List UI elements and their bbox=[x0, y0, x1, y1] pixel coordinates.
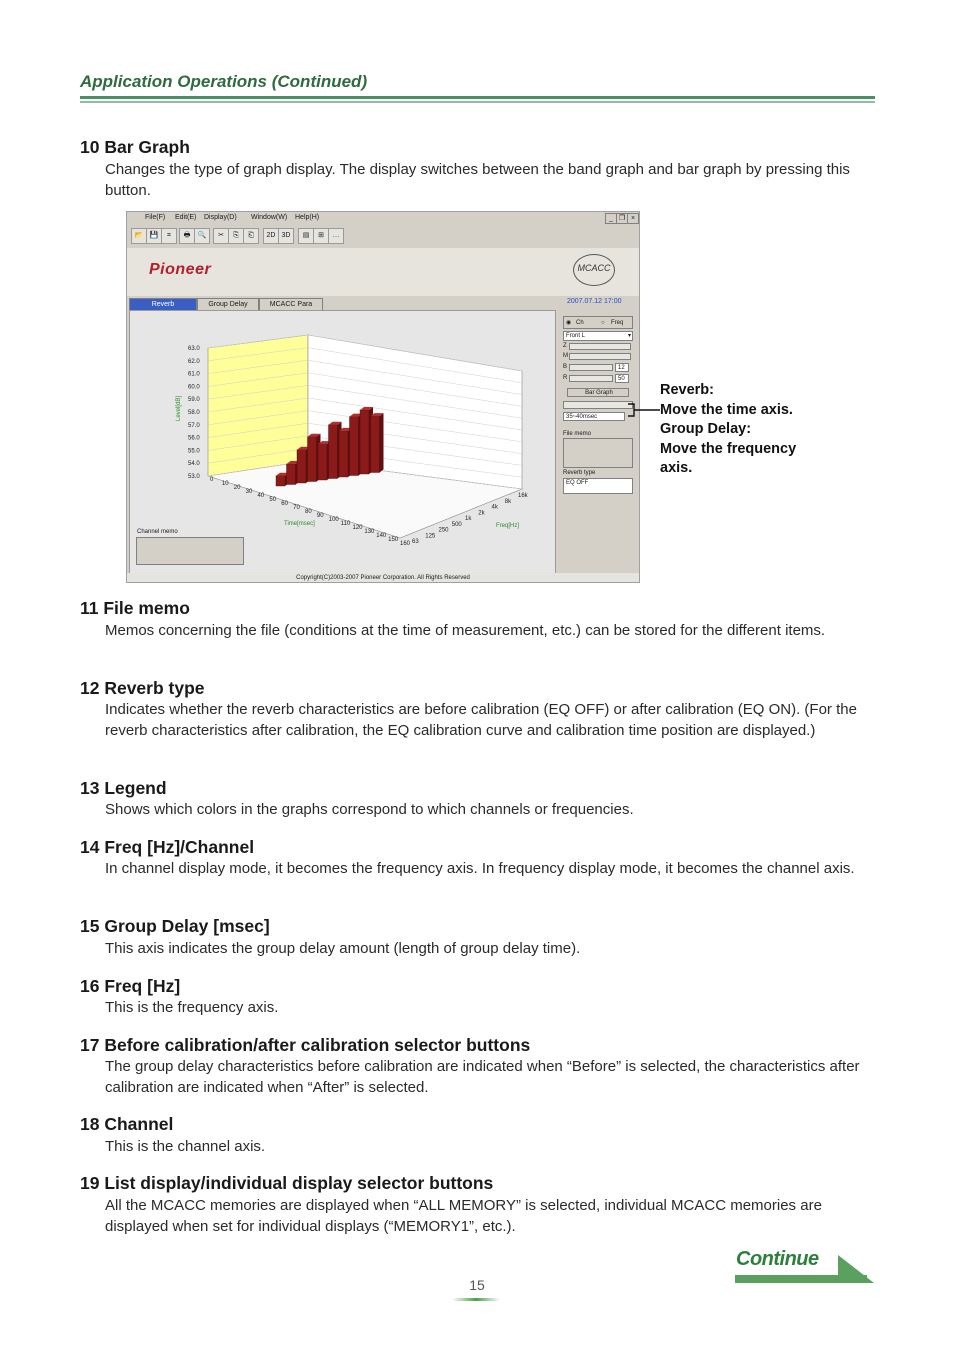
slider-r[interactable] bbox=[569, 375, 613, 382]
section-11-body: Memos concerning the file (conditions at the time of measurement, etc.) can be stored for the different items. bbox=[105, 622, 826, 639]
reverb-type-value: EQ OFF bbox=[563, 478, 633, 494]
callout-line-4: Move the frequency bbox=[660, 440, 797, 457]
radio-freq-label: Freq bbox=[611, 320, 624, 326]
y-axis-label: Level[dB] bbox=[176, 395, 182, 421]
time-tick-label: 80 bbox=[305, 509, 312, 515]
section-14-body: In channel display mode, it becomes the frequency axis. In frequency display mode, it becomes the channel axis. bbox=[105, 860, 855, 877]
bar-front bbox=[371, 416, 380, 472]
section-18-body: This is the channel axis. bbox=[105, 1138, 266, 1155]
section-17-body: The group delay characteristics before calibration are indicated when “Before” is selected, the characteristics after calibration are indicated when “After” is selected. bbox=[105, 1058, 860, 1096]
paste-icon[interactable]: ⎗ bbox=[243, 228, 259, 244]
section-17-title: 17 Before calibration/after calibration selector buttons bbox=[80, 1035, 531, 1055]
section-15-body: This axis indicates the group delay amount (length of group delay time). bbox=[105, 940, 581, 957]
menu-display[interactable]: Display(D) bbox=[204, 214, 237, 221]
section-19-title: 19 List display/individual display selector buttons bbox=[80, 1173, 494, 1193]
3d-bar-graph bbox=[130, 311, 555, 574]
freq-tick-label: 16k bbox=[518, 493, 528, 499]
callout-line-5: axis. bbox=[660, 460, 693, 476]
y-tick-label: 55.0 bbox=[188, 448, 200, 455]
y-tick-label: 63.0 bbox=[188, 346, 200, 352]
bar-front bbox=[276, 476, 285, 486]
header-rule-thin bbox=[80, 101, 875, 103]
y-tick-label: 56.0 bbox=[188, 435, 200, 442]
freq-tick-label: 500 bbox=[451, 521, 462, 528]
time-tick-label: 50 bbox=[269, 497, 277, 503]
time-tick-label: 150 bbox=[388, 537, 399, 543]
continue-label: Continue bbox=[736, 1248, 819, 1270]
slider-r-value: 50 bbox=[615, 374, 629, 383]
section-10-body: Changes the type of graph display. The display switches between the band graph and bar graph by pressing this button. bbox=[105, 161, 850, 199]
bar bbox=[371, 413, 384, 472]
radio-channel-label: Ch bbox=[576, 320, 584, 326]
minimize-icon[interactable]: _ bbox=[605, 213, 617, 224]
y-tick-label: 59.0 bbox=[188, 397, 200, 404]
freq-axis-label: Freq[Hz] bbox=[496, 523, 520, 529]
time-tick-label: 60 bbox=[281, 501, 288, 507]
time-tick-label: 160 bbox=[400, 541, 411, 547]
time-tick-label: 120 bbox=[352, 525, 363, 531]
bar-graph-button[interactable]: Bar Graph bbox=[567, 388, 629, 397]
radio-channel-icon[interactable]: ◉ bbox=[566, 320, 572, 326]
more-icon[interactable]: … bbox=[328, 228, 344, 244]
y-tick-label: 54.0 bbox=[188, 461, 200, 468]
menu-edit[interactable]: Edit(E) bbox=[175, 214, 197, 221]
bar-front bbox=[350, 417, 359, 476]
freq-tick-label: 4k bbox=[491, 504, 498, 511]
layout-icon[interactable]: ▤ bbox=[298, 228, 314, 244]
freq-tick-label: 250 bbox=[438, 527, 449, 534]
section-19-body: All the MCACC memories are displayed when “ALL MEMORY” is selected, individual MCACC memories are displayed when set for individual displays (“MEMORY1”, etc.). bbox=[105, 1197, 822, 1235]
callout-bracket bbox=[626, 402, 662, 418]
slider-z[interactable] bbox=[569, 343, 631, 350]
mcacc-logo: MCACC bbox=[573, 254, 615, 286]
time-tick-label: 30 bbox=[245, 489, 253, 495]
file-memo-label: File memo bbox=[563, 431, 592, 437]
app-screenshot bbox=[126, 211, 640, 583]
callout-line-3: Group Delay: bbox=[660, 421, 752, 437]
graph-area bbox=[129, 310, 556, 575]
cut-icon[interactable]: ✂ bbox=[213, 228, 229, 244]
time-tick-label: 90 bbox=[316, 513, 324, 519]
section-16-title: 16 Freq [Hz] bbox=[80, 976, 181, 996]
section-13-body: Shows which colors in the graphs correspond to which channels or frequencies. bbox=[105, 801, 634, 818]
section-11-title: 11 File memo bbox=[80, 598, 190, 618]
y-tick-label: 62.0 bbox=[188, 358, 200, 365]
save-icon[interactable]: 💾 bbox=[146, 228, 162, 244]
slider-label-b: B bbox=[563, 364, 568, 370]
datetime: 2007.07.12 17:00 bbox=[567, 298, 622, 305]
2d-button[interactable]: 2D bbox=[263, 228, 279, 244]
callout-line-2: Move the time axis. bbox=[660, 401, 793, 418]
section-18-title: 18 Channel bbox=[80, 1114, 174, 1134]
time-tick-label: 70 bbox=[293, 505, 300, 511]
tab-group-delay[interactable]: Group Delay bbox=[197, 298, 259, 311]
reverb-type-label: Reverb type bbox=[563, 470, 596, 476]
time-axis-label: Time[msec] bbox=[284, 521, 315, 527]
mode-radio-group bbox=[563, 316, 633, 329]
menu-help[interactable]: Help(H) bbox=[295, 214, 320, 221]
freq-tick-label: 125 bbox=[425, 533, 436, 540]
section-12-title: 12 Reverb type bbox=[80, 678, 205, 698]
callout-note bbox=[660, 381, 796, 479]
print-icon[interactable]: 🖶 bbox=[179, 228, 195, 244]
bar-front bbox=[329, 425, 338, 479]
side-panel bbox=[561, 310, 637, 575]
3d-button[interactable]: 3D bbox=[278, 228, 294, 244]
page-number: 15 bbox=[469, 1277, 485, 1293]
section-16-body: This is the frequency axis. bbox=[105, 999, 279, 1016]
y-tick-label: 61.0 bbox=[188, 371, 200, 378]
tab-reverb[interactable]: Reverb bbox=[129, 298, 197, 311]
freq-tick-label: 1k bbox=[465, 516, 472, 522]
copyright: Copyright(C)2003-2007 Pioneer Corporation. All Rights Reserved bbox=[127, 573, 639, 583]
left-wall bbox=[208, 335, 308, 476]
slider-b[interactable] bbox=[569, 364, 613, 371]
tab-mcacc-para[interactable]: MCACC Para bbox=[259, 298, 323, 311]
pioneer-logo: Pioneer bbox=[149, 261, 212, 278]
time-tick-label: 130 bbox=[364, 529, 375, 535]
header-rule bbox=[80, 96, 875, 99]
bar-front bbox=[339, 431, 348, 477]
preview-icon[interactable]: 🔍 bbox=[194, 228, 210, 244]
slider-m[interactable] bbox=[569, 353, 631, 360]
time-tick-label: 20 bbox=[233, 485, 241, 491]
header-title: Application Operations (Continued) bbox=[80, 72, 368, 91]
y-tick-label: 53.0 bbox=[188, 474, 200, 480]
radio-freq-icon[interactable]: ○ bbox=[601, 320, 605, 326]
menu-window[interactable]: Window(W) bbox=[251, 214, 288, 221]
bar-front bbox=[318, 444, 327, 480]
file-memo-field[interactable] bbox=[563, 438, 633, 468]
time-tick-label: 0 bbox=[210, 477, 214, 483]
channel-select[interactable] bbox=[563, 331, 633, 341]
menu-file[interactable]: File(F) bbox=[145, 214, 166, 221]
bar-front bbox=[308, 437, 317, 482]
slider-label-z: Z bbox=[563, 343, 567, 349]
page-number-rule bbox=[452, 1298, 500, 1301]
callout-line-1: Reverb: bbox=[660, 382, 714, 398]
bar-front bbox=[360, 410, 369, 474]
y-tick-label: 57.0 bbox=[188, 422, 200, 429]
bar-side bbox=[380, 413, 384, 472]
section-13-title: 13 Legend bbox=[80, 778, 167, 798]
menu-bar bbox=[127, 212, 639, 225]
close-icon[interactable]: × bbox=[627, 213, 639, 224]
time-tick-label: 140 bbox=[376, 533, 387, 539]
restore-icon[interactable]: ❐ bbox=[616, 213, 628, 224]
slider-b-value: 12 bbox=[615, 363, 629, 372]
range-value: 35~40msec bbox=[563, 412, 625, 421]
bar-front bbox=[297, 450, 306, 483]
y-tick-label: 58.0 bbox=[188, 410, 200, 416]
grid-icon[interactable]: ⊞ bbox=[313, 228, 329, 244]
freq-tick-label: 2k bbox=[478, 510, 485, 517]
channel-select-value: Front L bbox=[566, 333, 586, 339]
time-tick-label: 110 bbox=[340, 521, 351, 527]
slider-label-r: R bbox=[563, 375, 568, 381]
section-12-body: Indicates whether the reverb characteristics are before calibration (EQ OFF) or after calibration (EQ ON). (For the reverb characteristics after calibration, the EQ calibration curve and calibration time position are displayed.) bbox=[105, 701, 857, 739]
chevron-down-icon: ▾ bbox=[627, 333, 631, 339]
time-tick-label: 100 bbox=[328, 517, 339, 523]
logo-bar bbox=[127, 248, 639, 296]
channel-memo-field[interactable] bbox=[136, 537, 244, 565]
time-tick-label: 10 bbox=[221, 481, 229, 487]
freq-tick-label: 8k bbox=[504, 498, 512, 505]
channel-memo-label: Channel memo bbox=[137, 529, 178, 535]
time-tick-label: 40 bbox=[257, 493, 265, 499]
slider-label-m: M bbox=[563, 353, 568, 359]
copy-icon[interactable]: ⎘ bbox=[228, 228, 244, 244]
section-15-title: 15 Group Delay [msec] bbox=[80, 916, 270, 936]
section-14-title: 14 Freq [Hz]/Channel bbox=[80, 837, 255, 857]
graph-icon[interactable]: ⌗ bbox=[161, 228, 177, 244]
y-tick-label: 60.0 bbox=[188, 384, 200, 391]
time-axis-slider[interactable] bbox=[563, 401, 633, 409]
open-icon[interactable]: 📂 bbox=[131, 228, 147, 244]
section-10-title: 10 Bar Graph bbox=[80, 137, 190, 157]
freq-tick-label: 63 bbox=[412, 539, 419, 545]
bar-front bbox=[287, 464, 296, 484]
